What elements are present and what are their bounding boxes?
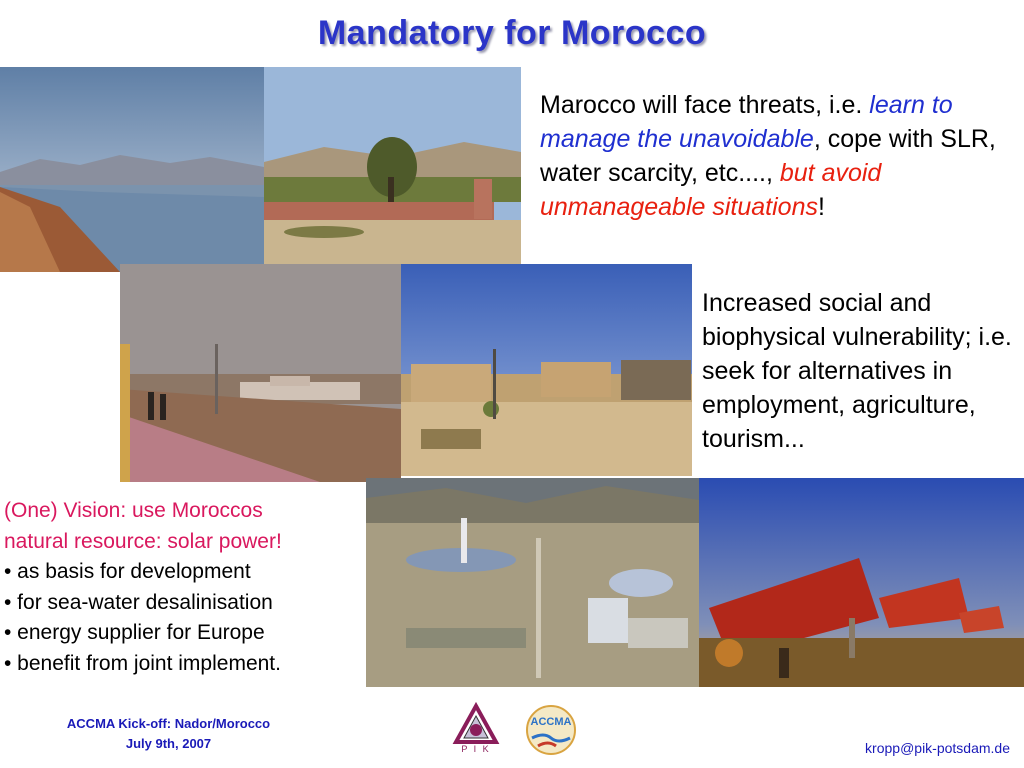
vision-bullet: • as basis for development (4, 560, 251, 583)
threats-paragraph (540, 88, 1020, 224)
photo-solar-plant-aerial (366, 478, 699, 687)
vision-bullet: • energy supplier for Europe (4, 621, 265, 644)
threats-text-avoid: but avoid unmanageable situations (540, 159, 882, 221)
contact-email[interactable]: kropp@pik-potsdam.de (865, 740, 1010, 756)
photo-adobe-houses (401, 264, 692, 476)
photo-street (120, 264, 401, 482)
photo-village-tree (264, 67, 521, 264)
threats-text-manage: learn to manage the unavoidable (540, 91, 953, 153)
pik-logo (452, 702, 500, 758)
photo-solar-panels-sunset (699, 478, 1024, 687)
slide-title: Mandatory for Morocco (317, 14, 707, 52)
vision-bullet: • for sea-water desalinisation (4, 590, 273, 614)
vision-block (4, 496, 282, 679)
footer-event (36, 714, 301, 754)
accma-logo-text: ACCMA (530, 716, 572, 728)
vision-heading-line2: natural resource: solar power! (4, 529, 282, 553)
vulnerability-paragraph: Increased social and biophysical vulnerability; i.e. seek for alternatives in employment, agriculture, tourism... (702, 289, 1012, 453)
photo-lake (0, 67, 264, 272)
threats-text-3: ! (817, 193, 825, 221)
vision-bullet: • benefit from joint implement. (4, 651, 281, 675)
footer-event-title: ACCMA Kick-off: Nador/Morocco (66, 716, 271, 731)
accma-logo (524, 704, 578, 756)
pik-logo-text: P I K (461, 744, 491, 754)
threats-text-1: Marocco will face threats, i.e. (540, 91, 870, 119)
threats-text-2: , cope with SLR, water scarcity, etc...., (540, 125, 996, 187)
vision-heading-line1: (One) Vision: use Moroccos (4, 499, 263, 522)
footer-event-date: July 9th, 2007 (125, 736, 212, 751)
